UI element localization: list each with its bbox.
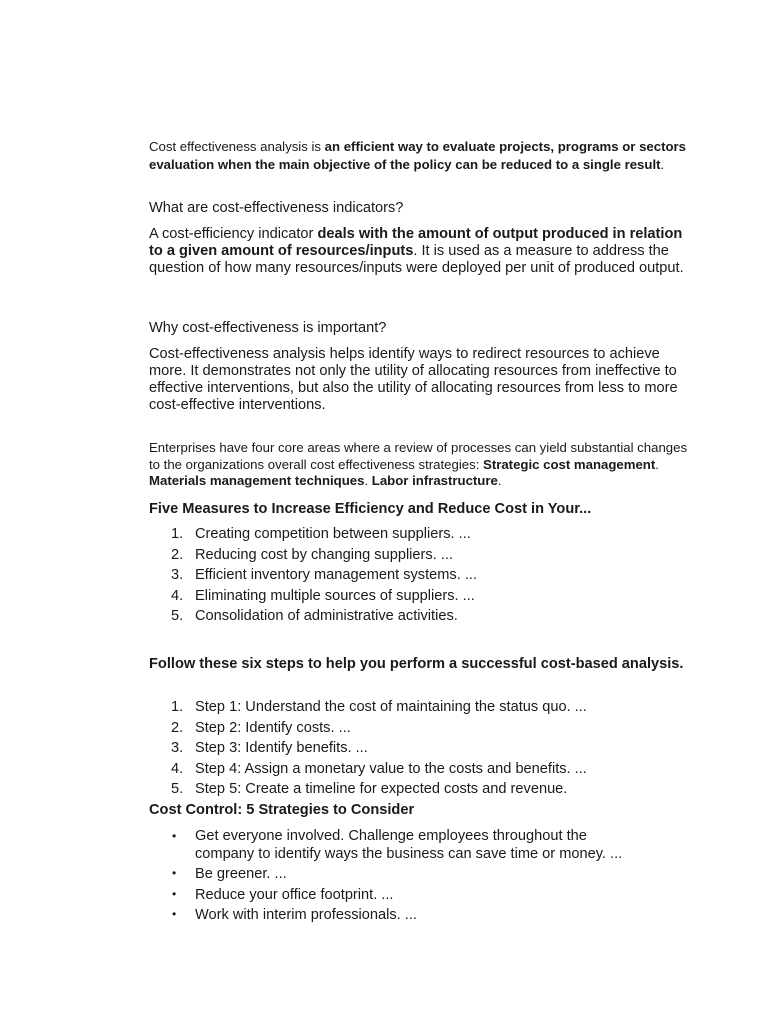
- list-text: Reduce your office footprint. ...: [195, 886, 394, 903]
- list-item: [149, 828, 689, 863]
- list-text: Step 3: Identify benefits. ...: [195, 740, 368, 756]
- control-list: [149, 828, 689, 928]
- measures-heading: Five Measures to Increase Efficiency and Reduce Cost in Your...: [149, 501, 592, 517]
- list-text: Eliminating multiple sources of suppliers. ...: [195, 587, 475, 604]
- steps-list: [149, 699, 689, 802]
- indicator-lead: A cost-efficiency indicator: [149, 226, 318, 242]
- list-text: Get everyone involved. Challenge employees throughout the company to identify ways the business can save time or money. ...: [195, 828, 623, 862]
- list-text: Step 5: Create a timeline for expected costs and revenue.: [195, 781, 568, 797]
- list-item: [149, 608, 689, 629]
- indicator-paragraph: [149, 226, 689, 277]
- list-item: [149, 761, 689, 782]
- question-indicators: What are cost-effectiveness indicators?: [149, 200, 404, 216]
- list-number: 1.: [171, 699, 184, 715]
- list-item: [149, 699, 689, 720]
- list-number: 3.: [171, 740, 184, 756]
- list-number: 3.: [171, 567, 184, 583]
- list-item: [149, 907, 689, 928]
- list-item: [149, 720, 689, 741]
- list-item: [149, 781, 689, 802]
- list-number: 2.: [171, 719, 184, 736]
- list-number: 4.: [171, 760, 184, 777]
- enterprises-paragraph: [149, 440, 689, 490]
- bullet-icon: •: [172, 829, 177, 843]
- list-item: [149, 547, 689, 568]
- list-item: [149, 567, 689, 588]
- steps-heading: Follow these six steps to help you perform a successful cost-based analysis.: [149, 656, 684, 672]
- enterprises-tail: .: [497, 473, 502, 488]
- bullet-icon: •: [172, 907, 177, 921]
- list-item: [149, 740, 689, 761]
- control-heading: Cost Control: 5 Strategies to Consider: [149, 802, 415, 818]
- measures-list: [149, 526, 689, 629]
- list-text: Consolidation of administrative activities.: [195, 608, 458, 624]
- intro-lead: Cost effectiveness analysis is: [149, 139, 325, 154]
- list-number: 5.: [171, 781, 184, 797]
- list-number: 2.: [171, 546, 184, 563]
- list-item: [149, 526, 689, 547]
- list-text: Work with interim professionals. ...: [195, 907, 417, 923]
- intro-paragraph: [149, 138, 689, 174]
- list-item: [149, 887, 689, 908]
- list-text: Step 1: Understand the cost of maintaining the status quo. ...: [195, 699, 587, 715]
- list-number: 5.: [171, 608, 184, 624]
- separator: .: [655, 456, 659, 472]
- indicator-bold: deals with the amount of output produced in relation to a given amount of resources/inputs: [149, 226, 683, 259]
- core-area-1: Strategic cost management: [483, 456, 656, 472]
- list-text: Efficient inventory management systems. ...: [195, 567, 477, 583]
- indicator-tail: . It is used as a measure to address the question of how many resources/inputs were deployed per unit of produced output.: [149, 243, 684, 276]
- list-text: Step 2: Identify costs. ...: [195, 719, 351, 736]
- separator: .: [364, 473, 372, 488]
- bullet-icon: •: [172, 866, 177, 880]
- core-area-2: Materials management techniques: [149, 473, 365, 488]
- list-number: 4.: [171, 587, 184, 604]
- intro-tail: .: [660, 157, 665, 172]
- importance-paragraph: Cost-effectiveness analysis helps identify ways to redirect resources to achieve more. It demonstrates not only the utility of allocating resources from ineffective to effective interventions, but also the utility of allocating resources from less to more cost-effective interventions.: [149, 346, 678, 413]
- question-importance: Why cost-effectiveness is important?: [149, 320, 387, 336]
- list-text: Be greener. ...: [195, 866, 287, 882]
- core-area-3: Labor infrastructure: [371, 473, 498, 488]
- list-number: 1.: [171, 526, 184, 542]
- bullet-icon: •: [172, 886, 177, 901]
- list-item: [149, 866, 689, 887]
- enterprises-lead: Enterprises have four core areas where a review of processes can yield substantial changes to the organizations overall cost effectiveness strategies:: [149, 440, 688, 472]
- list-text: Creating competition between suppliers. ...: [195, 526, 471, 542]
- list-item: [149, 588, 689, 609]
- list-text: Reducing cost by changing suppliers. ...: [195, 546, 453, 563]
- list-text: Step 4: Assign a monetary value to the costs and benefits. ...: [195, 760, 587, 777]
- intro-bold: an efficient way to evaluate projects, programs or sectors evaluation when the main objective of the policy can be reduced to a single result: [149, 139, 686, 172]
